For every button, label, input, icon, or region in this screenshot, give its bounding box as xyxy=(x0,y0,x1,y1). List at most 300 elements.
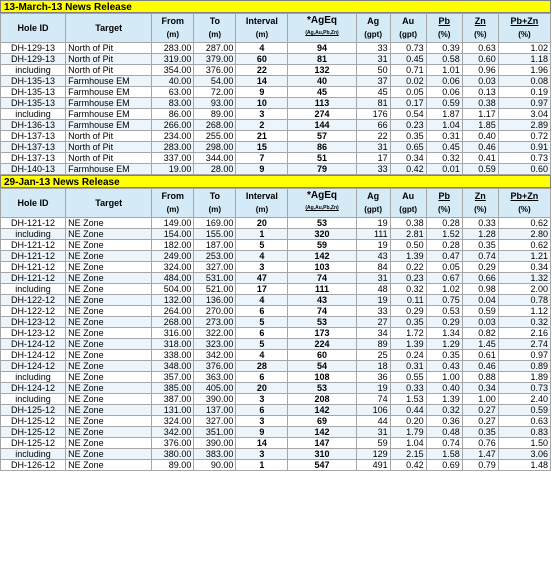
cell-hole-id: DH-140-13 xyxy=(1,164,66,175)
column-header-pbzn: Pb+Zn xyxy=(498,14,550,29)
cell-ageq: 59 xyxy=(288,240,356,251)
cell-from: 131.00 xyxy=(152,405,194,416)
cell-target: NE Zone xyxy=(66,229,152,240)
cell-ageq: 53 xyxy=(288,383,356,394)
cell-to: 136.00 xyxy=(194,295,236,306)
cell-pbzn: 0.60 xyxy=(498,164,550,175)
cell-target: North of Pit xyxy=(66,43,152,54)
cell-target: North of Pit xyxy=(66,131,152,142)
table-row xyxy=(1,76,551,87)
cell-to: 521.00 xyxy=(194,284,236,295)
column-header-pb: Pb xyxy=(426,14,462,29)
cell-hole-id: DH-136-13 xyxy=(1,120,66,131)
cell-to: 255.00 xyxy=(194,131,236,142)
cell-ageq: 142 xyxy=(288,251,356,262)
table-row xyxy=(1,317,551,328)
cell-target: Farmhouse EM xyxy=(66,76,152,87)
cell-pbzn: 0.83 xyxy=(498,427,550,438)
cell-pb: 1.00 xyxy=(426,372,462,383)
cell-target: North of Pit xyxy=(66,54,152,65)
cell-hole-id: DH-124-12 xyxy=(1,383,66,394)
column-header-target: Target xyxy=(66,14,152,43)
cell-to: 327.00 xyxy=(194,416,236,427)
cell-ag: 59 xyxy=(356,438,390,449)
cell-pbzn: 0.78 xyxy=(498,295,550,306)
column-header-zn: Zn xyxy=(462,189,498,204)
cell-ageq: 54 xyxy=(288,361,356,372)
cell-interval: 2 xyxy=(236,120,288,131)
cell-to: 90.00 xyxy=(194,460,236,471)
cell-hole-id: including xyxy=(1,449,66,460)
cell-to: 298.00 xyxy=(194,142,236,153)
cell-au: 0.35 xyxy=(390,317,426,328)
column-unit-interval: (m) xyxy=(236,203,288,218)
cell-hole-id: DH-121-12 xyxy=(1,251,66,262)
cell-pb: 0.32 xyxy=(426,405,462,416)
cell-from: 283.00 xyxy=(152,43,194,54)
cell-au: 1.39 xyxy=(390,339,426,350)
cell-zn: 0.03 xyxy=(462,76,498,87)
cell-ageq: 94 xyxy=(288,43,356,54)
cell-pb: 0.75 xyxy=(426,295,462,306)
cell-ageq: 40 xyxy=(288,76,356,87)
table-row xyxy=(1,98,551,109)
cell-to: 342.00 xyxy=(194,350,236,361)
cell-zn: 0.76 xyxy=(462,438,498,449)
cell-au: 0.45 xyxy=(390,54,426,65)
cell-hole-id: DH-137-13 xyxy=(1,131,66,142)
cell-hole-id: DH-125-12 xyxy=(1,427,66,438)
cell-target: NE Zone xyxy=(66,251,152,262)
cell-from: 154.00 xyxy=(152,229,194,240)
cell-pb: 0.29 xyxy=(426,317,462,328)
cell-to: 379.00 xyxy=(194,54,236,65)
cell-ag: 50 xyxy=(356,65,390,76)
cell-hole-id: DH-125-12 xyxy=(1,405,66,416)
table-row xyxy=(1,361,551,372)
cell-au: 1.79 xyxy=(390,427,426,438)
section-title: 29-Jan-13 News Release xyxy=(0,175,551,188)
cell-zn: 0.35 xyxy=(462,427,498,438)
cell-pbzn: 0.73 xyxy=(498,383,550,394)
cell-ageq: 53 xyxy=(288,317,356,328)
cell-from: 380.00 xyxy=(152,449,194,460)
cell-target: Farmhouse EM xyxy=(66,109,152,120)
cell-interval: 9 xyxy=(236,164,288,175)
cell-interval: 21 xyxy=(236,131,288,142)
column-header-ag: Ag xyxy=(356,14,390,29)
table-row xyxy=(1,306,551,317)
cell-interval: 3 xyxy=(236,416,288,427)
column-header-hole-id: Hole ID xyxy=(1,189,66,218)
cell-from: 348.00 xyxy=(152,361,194,372)
cell-from: 385.00 xyxy=(152,383,194,394)
cell-zn: 0.38 xyxy=(462,98,498,109)
column-header-from: From xyxy=(152,14,194,29)
cell-target: NE Zone xyxy=(66,306,152,317)
table-row xyxy=(1,120,551,131)
cell-pbzn: 2.74 xyxy=(498,339,550,350)
column-unit-au: (gpt) xyxy=(390,28,426,43)
cell-ageq: 81 xyxy=(288,54,356,65)
cell-pb: 0.39 xyxy=(426,43,462,54)
cell-au: 0.38 xyxy=(390,218,426,229)
cell-to: 268.00 xyxy=(194,120,236,131)
cell-ag: 66 xyxy=(356,120,390,131)
cell-ageq: 173 xyxy=(288,328,356,339)
cell-ag: 33 xyxy=(356,306,390,317)
cell-hole-id: DH-126-12 xyxy=(1,460,66,471)
table-row xyxy=(1,295,551,306)
cell-zn: 0.46 xyxy=(462,142,498,153)
cell-target: NE Zone xyxy=(66,394,152,405)
cell-to: 273.00 xyxy=(194,317,236,328)
cell-from: 316.00 xyxy=(152,328,194,339)
cell-hole-id: DH-125-12 xyxy=(1,416,66,427)
cell-ageq: 74 xyxy=(288,273,356,284)
cell-hole-id: DH-125-12 xyxy=(1,438,66,449)
cell-au: 0.50 xyxy=(390,240,426,251)
cell-au: 0.65 xyxy=(390,142,426,153)
cell-au: 0.23 xyxy=(390,120,426,131)
cell-to: 376.00 xyxy=(194,65,236,76)
cell-from: 319.00 xyxy=(152,54,194,65)
cell-au: 0.55 xyxy=(390,372,426,383)
cell-interval: 60 xyxy=(236,54,288,65)
cell-hole-id: including xyxy=(1,284,66,295)
cell-ag: 31 xyxy=(356,142,390,153)
cell-pb: 1.01 xyxy=(426,65,462,76)
cell-hole-id: DH-122-12 xyxy=(1,295,66,306)
cell-pb: 1.87 xyxy=(426,109,462,120)
cell-zn: 0.63 xyxy=(462,43,498,54)
column-unit-pb: (%) xyxy=(426,28,462,43)
cell-interval: 4 xyxy=(236,43,288,54)
cell-zn: 0.13 xyxy=(462,87,498,98)
cell-au: 0.24 xyxy=(390,350,426,361)
cell-ageq: 132 xyxy=(288,65,356,76)
cell-ag: 33 xyxy=(356,164,390,175)
cell-to: 351.00 xyxy=(194,427,236,438)
cell-hole-id: DH-135-13 xyxy=(1,98,66,109)
cell-interval: 5 xyxy=(236,317,288,328)
cell-interval: 4 xyxy=(236,350,288,361)
cell-au: 2.81 xyxy=(390,229,426,240)
cell-ag: 43 xyxy=(356,251,390,262)
table-row xyxy=(1,164,551,175)
cell-ag: 37 xyxy=(356,76,390,87)
cell-pb: 1.52 xyxy=(426,229,462,240)
cell-to: 327.00 xyxy=(194,262,236,273)
cell-au: 0.42 xyxy=(390,460,426,471)
cell-ag: 19 xyxy=(356,295,390,306)
table-row xyxy=(1,427,551,438)
cell-zn: 0.34 xyxy=(462,383,498,394)
cell-hole-id: DH-123-12 xyxy=(1,317,66,328)
cell-zn: 0.33 xyxy=(462,218,498,229)
cell-zn: 0.88 xyxy=(462,372,498,383)
cell-from: 89.00 xyxy=(152,460,194,471)
cell-from: 182.00 xyxy=(152,240,194,251)
cell-to: 270.00 xyxy=(194,306,236,317)
cell-target: NE Zone xyxy=(66,460,152,471)
cell-pb: 0.36 xyxy=(426,416,462,427)
cell-to: 137.00 xyxy=(194,405,236,416)
table-row xyxy=(1,262,551,273)
column-header-ag: Ag xyxy=(356,189,390,204)
cell-pbzn: 2.89 xyxy=(498,120,550,131)
cell-from: 19.00 xyxy=(152,164,194,175)
cell-hole-id: DH-135-13 xyxy=(1,87,66,98)
cell-pb: 0.47 xyxy=(426,251,462,262)
cell-interval: 17 xyxy=(236,284,288,295)
column-header-zn: Zn xyxy=(462,14,498,29)
cell-au: 0.17 xyxy=(390,98,426,109)
cell-zn: 1.17 xyxy=(462,109,498,120)
cell-pbzn: 1.89 xyxy=(498,372,550,383)
cell-target: NE Zone xyxy=(66,405,152,416)
table-row xyxy=(1,131,551,142)
cell-interval: 1 xyxy=(236,460,288,471)
cell-ageq: 111 xyxy=(288,284,356,295)
column-unit-to: (m) xyxy=(194,203,236,218)
cell-zn: 0.98 xyxy=(462,284,498,295)
cell-from: 266.00 xyxy=(152,120,194,131)
cell-ag: 31 xyxy=(356,427,390,438)
cell-zn: 0.61 xyxy=(462,350,498,361)
cell-from: 86.00 xyxy=(152,109,194,120)
cell-to: 187.00 xyxy=(194,240,236,251)
cell-au: 0.54 xyxy=(390,109,426,120)
cell-hole-id: DH-137-13 xyxy=(1,142,66,153)
cell-ag: 19 xyxy=(356,218,390,229)
cell-to: 72.00 xyxy=(194,87,236,98)
column-header-target: Target xyxy=(66,189,152,218)
column-header-interval: Interval xyxy=(236,189,288,204)
cell-pbzn: 0.63 xyxy=(498,416,550,427)
cell-ageq: 43 xyxy=(288,295,356,306)
cell-target: NE Zone xyxy=(66,273,152,284)
cell-to: 28.00 xyxy=(194,164,236,175)
cell-ag: 89 xyxy=(356,339,390,350)
cell-au: 0.32 xyxy=(390,284,426,295)
cell-from: 318.00 xyxy=(152,339,194,350)
cell-pb: 0.69 xyxy=(426,460,462,471)
cell-ageq: 547 xyxy=(288,460,356,471)
cell-interval: 22 xyxy=(236,65,288,76)
cell-pb: 0.43 xyxy=(426,361,462,372)
table-row xyxy=(1,251,551,262)
cell-pbzn: 0.59 xyxy=(498,405,550,416)
cell-au: 0.71 xyxy=(390,65,426,76)
cell-to: 54.00 xyxy=(194,76,236,87)
cell-pb: 0.05 xyxy=(426,262,462,273)
cell-au: 1.39 xyxy=(390,251,426,262)
cell-pbzn: 2.80 xyxy=(498,229,550,240)
cell-ag: 27 xyxy=(356,317,390,328)
cell-zn: 1.45 xyxy=(462,339,498,350)
cell-pbzn: 1.48 xyxy=(498,460,550,471)
cell-pb: 0.59 xyxy=(426,98,462,109)
cell-pbzn: 1.12 xyxy=(498,306,550,317)
cell-target: NE Zone xyxy=(66,262,152,273)
column-unit-ageq: (Ag,Au,Pb,Zn) xyxy=(288,203,356,218)
cell-au: 0.29 xyxy=(390,306,426,317)
cell-pbzn: 2.16 xyxy=(498,328,550,339)
cell-to: 323.00 xyxy=(194,339,236,350)
column-header-to: To xyxy=(194,14,236,29)
cell-to: 169.00 xyxy=(194,218,236,229)
cell-pbzn: 2.00 xyxy=(498,284,550,295)
column-unit-au: (gpt) xyxy=(390,203,426,218)
cell-pb: 0.58 xyxy=(426,54,462,65)
cell-to: 344.00 xyxy=(194,153,236,164)
cell-pbzn: 1.02 xyxy=(498,43,550,54)
cell-ageq: 144 xyxy=(288,120,356,131)
table-row xyxy=(1,229,551,240)
table-row xyxy=(1,218,551,229)
cell-ag: 491 xyxy=(356,460,390,471)
cell-to: 287.00 xyxy=(194,43,236,54)
cell-target: NE Zone xyxy=(66,328,152,339)
cell-to: 383.00 xyxy=(194,449,236,460)
cell-hole-id: DH-121-12 xyxy=(1,273,66,284)
cell-target: NE Zone xyxy=(66,372,152,383)
cell-from: 249.00 xyxy=(152,251,194,262)
cell-ag: 31 xyxy=(356,54,390,65)
cell-ag: 31 xyxy=(356,273,390,284)
cell-to: 363.00 xyxy=(194,372,236,383)
cell-target: North of Pit xyxy=(66,65,152,76)
cell-ag: 111 xyxy=(356,229,390,240)
cell-pbzn: 0.34 xyxy=(498,262,550,273)
cell-pbzn: 0.62 xyxy=(498,218,550,229)
cell-from: 376.00 xyxy=(152,438,194,449)
cell-target: NE Zone xyxy=(66,416,152,427)
cell-to: 390.00 xyxy=(194,394,236,405)
cell-ag: 45 xyxy=(356,87,390,98)
cell-ageq: 74 xyxy=(288,306,356,317)
cell-hole-id: DH-129-13 xyxy=(1,43,66,54)
cell-ageq: 320 xyxy=(288,229,356,240)
table-row xyxy=(1,87,551,98)
cell-to: 93.00 xyxy=(194,98,236,109)
cell-to: 405.00 xyxy=(194,383,236,394)
cell-ag: 19 xyxy=(356,383,390,394)
cell-target: NE Zone xyxy=(66,317,152,328)
cell-interval: 1 xyxy=(236,229,288,240)
cell-pbzn: 0.32 xyxy=(498,317,550,328)
cell-target: NE Zone xyxy=(66,240,152,251)
cell-hole-id: including xyxy=(1,229,66,240)
cell-to: 89.00 xyxy=(194,109,236,120)
cell-ageq: 113 xyxy=(288,98,356,109)
cell-hole-id: including xyxy=(1,65,66,76)
cell-au: 0.02 xyxy=(390,76,426,87)
table-row xyxy=(1,416,551,427)
cell-ag: 18 xyxy=(356,361,390,372)
table-row xyxy=(1,339,551,350)
column-header-pb: Pb xyxy=(426,189,462,204)
cell-hole-id: including xyxy=(1,109,66,120)
cell-ag: 84 xyxy=(356,262,390,273)
table-row xyxy=(1,109,551,120)
cell-zn: 0.59 xyxy=(462,306,498,317)
table-row xyxy=(1,328,551,339)
cell-ageq: 310 xyxy=(288,449,356,460)
cell-ageq: 274 xyxy=(288,109,356,120)
cell-pbzn: 1.18 xyxy=(498,54,550,65)
column-unit-zn: (%) xyxy=(462,28,498,43)
cell-from: 264.00 xyxy=(152,306,194,317)
cell-interval: 3 xyxy=(236,394,288,405)
cell-zn: 0.82 xyxy=(462,328,498,339)
column-header-au: Au xyxy=(390,14,426,29)
cell-zn: 0.35 xyxy=(462,240,498,251)
cell-pbzn: 1.96 xyxy=(498,65,550,76)
cell-pbzn: 0.89 xyxy=(498,361,550,372)
cell-interval: 14 xyxy=(236,76,288,87)
cell-target: NE Zone xyxy=(66,361,152,372)
table-row xyxy=(1,43,551,54)
cell-ageq: 147 xyxy=(288,438,356,449)
cell-interval: 14 xyxy=(236,438,288,449)
cell-au: 0.42 xyxy=(390,164,426,175)
results-table xyxy=(0,13,551,175)
cell-pb: 0.48 xyxy=(426,427,462,438)
cell-ag: 36 xyxy=(356,372,390,383)
cell-hole-id: DH-124-12 xyxy=(1,350,66,361)
cell-interval: 47 xyxy=(236,273,288,284)
cell-zn: 1.00 xyxy=(462,394,498,405)
cell-from: 357.00 xyxy=(152,372,194,383)
cell-pb: 0.67 xyxy=(426,273,462,284)
cell-pb: 0.01 xyxy=(426,164,462,175)
cell-au: 0.11 xyxy=(390,295,426,306)
column-header-from: From xyxy=(152,189,194,204)
table-row xyxy=(1,394,551,405)
cell-to: 253.00 xyxy=(194,251,236,262)
cell-pbzn: 0.72 xyxy=(498,131,550,142)
cell-interval: 3 xyxy=(236,262,288,273)
cell-au: 0.44 xyxy=(390,405,426,416)
cell-from: 324.00 xyxy=(152,416,194,427)
cell-ag: 22 xyxy=(356,131,390,142)
cell-hole-id: DH-124-12 xyxy=(1,361,66,372)
cell-interval: 6 xyxy=(236,372,288,383)
cell-from: 40.00 xyxy=(152,76,194,87)
cell-target: NE Zone xyxy=(66,449,152,460)
column-header-hole-id: Hole ID xyxy=(1,14,66,43)
cell-to: 531.00 xyxy=(194,273,236,284)
cell-zn: 0.40 xyxy=(462,131,498,142)
cell-au: 0.73 xyxy=(390,43,426,54)
cell-zn: 0.96 xyxy=(462,65,498,76)
cell-from: 149.00 xyxy=(152,218,194,229)
cell-zn: 0.27 xyxy=(462,416,498,427)
column-unit-from: (m) xyxy=(152,28,194,43)
cell-ag: 25 xyxy=(356,350,390,361)
cell-hole-id: DH-121-12 xyxy=(1,240,66,251)
cell-ageq: 79 xyxy=(288,164,356,175)
cell-from: 63.00 xyxy=(152,87,194,98)
cell-au: 2.15 xyxy=(390,449,426,460)
cell-hole-id: including xyxy=(1,372,66,383)
cell-target: Farmhouse EM xyxy=(66,87,152,98)
cell-zn: 0.04 xyxy=(462,295,498,306)
cell-target: Farmhouse EM xyxy=(66,164,152,175)
cell-ageq: 208 xyxy=(288,394,356,405)
